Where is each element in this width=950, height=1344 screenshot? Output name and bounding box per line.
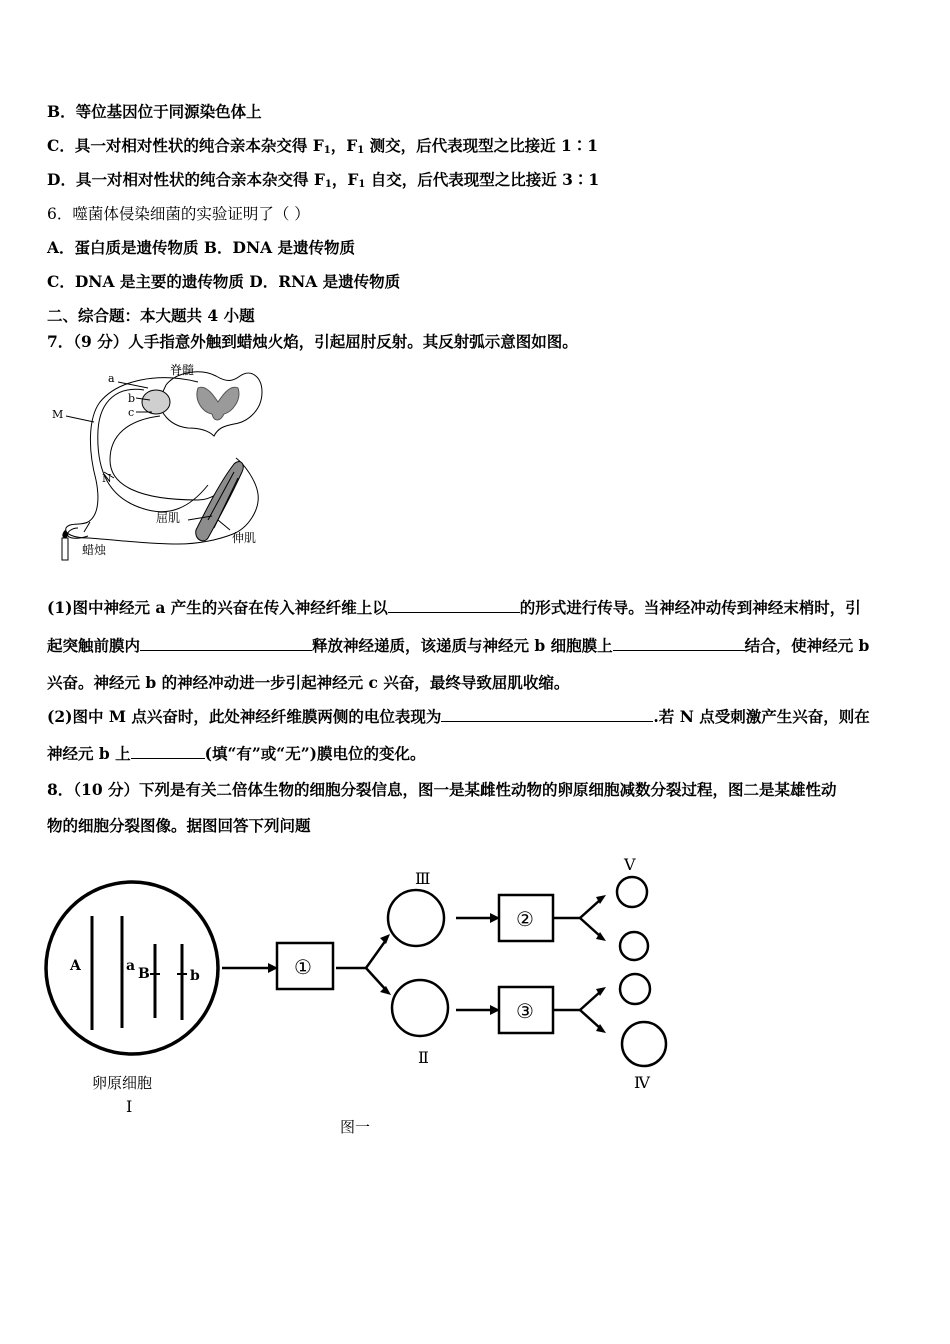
label-cell-III: Ⅲ <box>415 869 431 888</box>
q7-part1-line3: 兴奋。神经元 b 的神经冲动进一步引起神经元 c 兴奋，最终导致屈肌收缩。 <box>47 673 570 692</box>
label-n: N <box>102 472 112 485</box>
label-cell-II: Ⅱ <box>418 1048 429 1067</box>
label-candle: 蜡烛 <box>82 543 107 557</box>
q6-stem: 6．噬菌体侵染细菌的实验证明了（ ） <box>47 205 310 223</box>
q7-stem: 7．（9 分）人手指意外触到蜡烛火焰，引起屈肘反射。其反射弧示意图如图。 <box>47 332 578 351</box>
q5-option-c: C．具一对相对性状的纯合亲本杂交得 $F_1$，$F_1$ 测交，后代表现型之比接近 1∶1 <box>47 136 599 156</box>
label-allele-B: B <box>138 966 150 982</box>
label-cell-IV: Ⅳ <box>634 1073 650 1092</box>
q5-option-b: B．等位基因位于同源染色体上 <box>47 102 262 121</box>
cell-small-3 <box>620 974 650 1004</box>
cell-III <box>388 890 444 946</box>
q6-options-cd: C．DNA 是主要的遗传物质 D．RNA 是遗传物质 <box>47 272 401 291</box>
answer-blank[interactable] <box>140 636 312 651</box>
label-cell-V: Ⅴ <box>624 855 636 874</box>
cell-V <box>617 877 647 907</box>
label-extensor: 伸肌 <box>232 531 257 545</box>
label-allele-A: A <box>70 958 81 974</box>
q7-part1-line2: 起突触前膜内 释放神经递质，该递质与神经元 b 细胞膜上 结合，使神经元 b <box>47 636 870 655</box>
label-oogonium: 卵原细胞 <box>92 1074 153 1092</box>
answer-blank[interactable] <box>613 636 745 651</box>
label-allele-b: b <box>190 968 200 984</box>
q7-part2-line1: (2)图中 M 点兴奋时，此处神经纤维膜两侧的电位表现为 .若 N 点受刺激产生兴奋，则在 <box>47 707 870 726</box>
q5-option-d: D．具一对相对性状的纯合亲本杂交得 $F_1$，$F_1$ 自交，后代表现型之比接近 3∶1 <box>47 170 600 190</box>
flexor-muscle <box>196 462 244 541</box>
cell-IV <box>622 1022 666 1066</box>
label-b: b <box>128 392 136 405</box>
q7-part1-line1: (1)图中神经元 a 产生的兴奋在传入神经纤维上以 的形式进行传导。当神经冲动传到神经末梢时，引 <box>47 598 861 617</box>
grey-matter-shape <box>197 387 239 420</box>
label-flexor: 屈肌 <box>156 511 181 525</box>
dorsal-root-ganglion <box>142 390 170 414</box>
flame-shape <box>62 530 67 538</box>
section-heading: 二、综合题：本大题共 4 小题 <box>47 306 255 325</box>
efferent-fiber-path <box>110 416 233 500</box>
label-step-2: ② <box>516 907 534 931</box>
cell-II <box>392 980 448 1036</box>
meiosis-figure <box>40 850 700 1140</box>
label-step-1: ① <box>294 955 312 979</box>
q8-stem-line2: 物的细胞分裂图像。据图回答下列问题 <box>47 816 311 835</box>
cell-small-2 <box>620 932 648 960</box>
candle-shape <box>62 538 68 560</box>
answer-blank[interactable] <box>131 744 205 759</box>
label-step-3: ③ <box>516 999 534 1023</box>
q7-part2-line2: 神经元 b 上 (填“有”或“无”)膜电位的变化。 <box>47 744 426 763</box>
label-a: a <box>108 372 115 385</box>
answer-blank[interactable] <box>441 707 653 722</box>
q8-stem-line1: 8．（10 分）下列是有关二倍体生物的细胞分裂信息，图一是某雌性动物的卵原细胞减数分裂过程，图二是某雄性动 <box>47 780 837 799</box>
q6-options-ab: A．蛋白质是遗传物质 B．DNA 是遗传物质 <box>47 238 356 257</box>
label-allele-a: a <box>126 958 136 974</box>
reflex-arc-figure <box>48 360 273 565</box>
answer-blank[interactable] <box>388 598 520 613</box>
label-c: c <box>128 406 135 419</box>
label-spinal-cord: 脊髓 <box>170 363 195 377</box>
figure-caption: 图一 <box>340 1118 371 1136</box>
label-cell-I: Ⅰ <box>126 1097 133 1116</box>
label-m: M <box>52 408 64 421</box>
